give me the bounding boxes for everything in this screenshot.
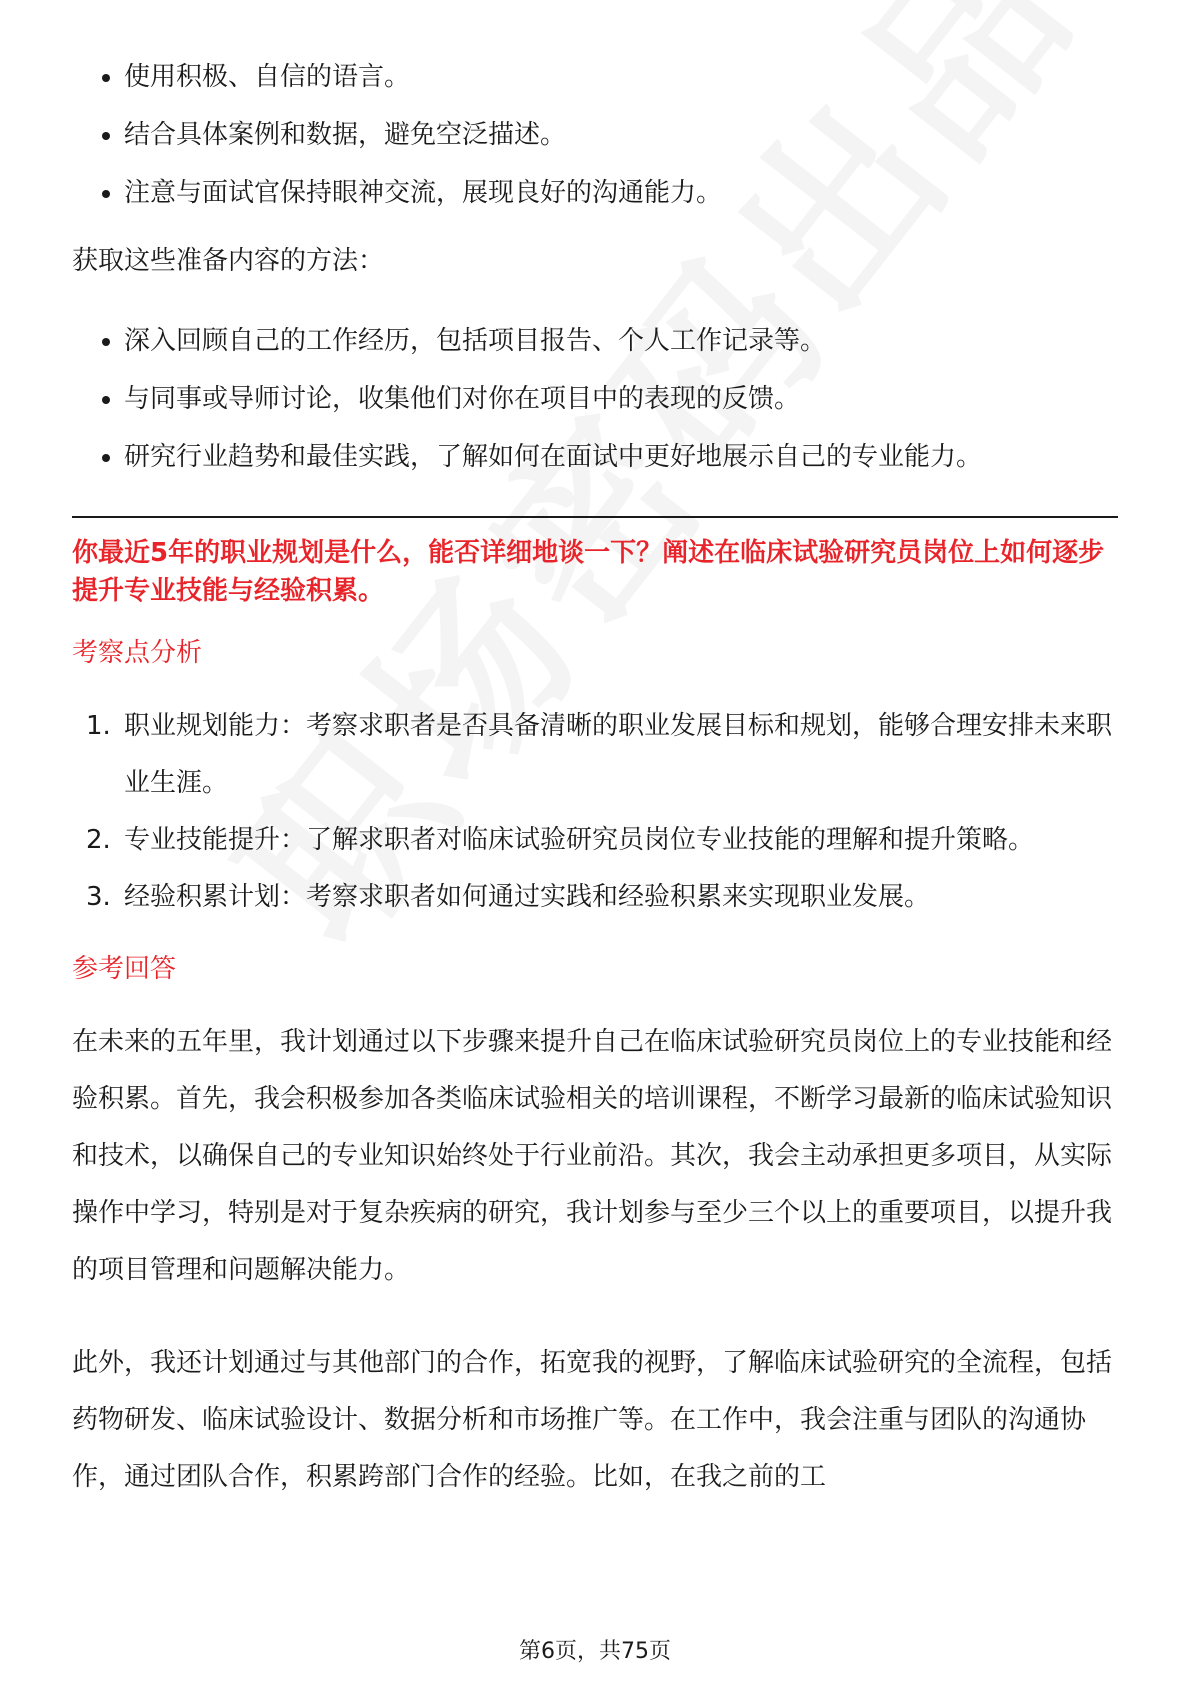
answer-title: 参考回答 (72, 954, 177, 984)
list-item: 与同事或导师讨论，收集他们对你在项目中的表现的反馈。 (72, 380, 1118, 418)
list-item: 结合具体案例和数据，避免空泛描述。 (72, 116, 1118, 154)
item-number: 3. (86, 882, 111, 912)
methods-list (72, 322, 1118, 476)
list-item (72, 698, 1118, 812)
list-item (72, 812, 1118, 869)
item-text: 经验积累计划：考察求职者如何通过实践和经验积累来实现职业发展。 (124, 882, 931, 912)
list-item: 注意与面试官保持眼神交流，展现良好的沟通能力。 (72, 174, 1118, 212)
list-item (72, 869, 1118, 926)
list-item: 研究行业趋势和最佳实践，了解如何在面试中更好地展示自己的专业能力。 (72, 438, 1118, 476)
methods-intro: 获取这些准备内容的方法： (72, 246, 385, 276)
answer-paragraph: 在未来的五年里，我计划通过以下步骤来提升自己在临床试验研究员岗位上的专业技能和经验积累。首先，我会积极参加各类临床试验相关的培训课程，不断学习最新的临床试验知识和技术，以确保自己的专业知识始终处于行业前沿。其次，我会主动承担更多项目，从实际操作中学习，特别是对于复杂疾病的研究，我计划参与至少三个以上的重要项目，以提升我的项目管理和问题解决能力。 (72, 1027, 1113, 1285)
tips-list (72, 58, 1118, 212)
divider (72, 516, 1118, 518)
answer-paragraph: 此外，我还计划通过与其他部门的合作，拓宽我的视野，了解临床试验研究的全流程，包括药物研发、临床试验设计、数据分析和市场推广等。在工作中，我会注重与团队的沟通协作，通过团队合作，积累跨部门合作的经验。比如，在我之前的工 (72, 1348, 1113, 1492)
page-content (72, 58, 1118, 1542)
page-number: 第6页，共75页 (519, 1639, 671, 1664)
analysis-title: 考察点分析 (72, 638, 203, 668)
item-text: 专业技能提升：了解求职者对临床试验研究员岗位专业技能的理解和提升策略。 (124, 825, 1035, 855)
analysis-list (72, 698, 1118, 926)
answer-body (72, 1014, 1118, 1506)
question-heading: 你最近5年的职业规划是什么，能否详细地谈一下？阐述在临床试验研究员岗位上如何逐步提升专业技能与经验积累。 (72, 538, 1105, 606)
item-number: 1. (86, 711, 111, 741)
item-number: 2. (86, 825, 111, 855)
list-item: 使用积极、自信的语言。 (72, 58, 1118, 96)
list-item: 深入回顾自己的工作经历，包括项目报告、个人工作记录等。 (72, 322, 1118, 360)
item-text: 职业规划能力：考察求职者是否具备清晰的职业发展目标和规划，能够合理安排未来职业生涯。 (124, 711, 1113, 798)
